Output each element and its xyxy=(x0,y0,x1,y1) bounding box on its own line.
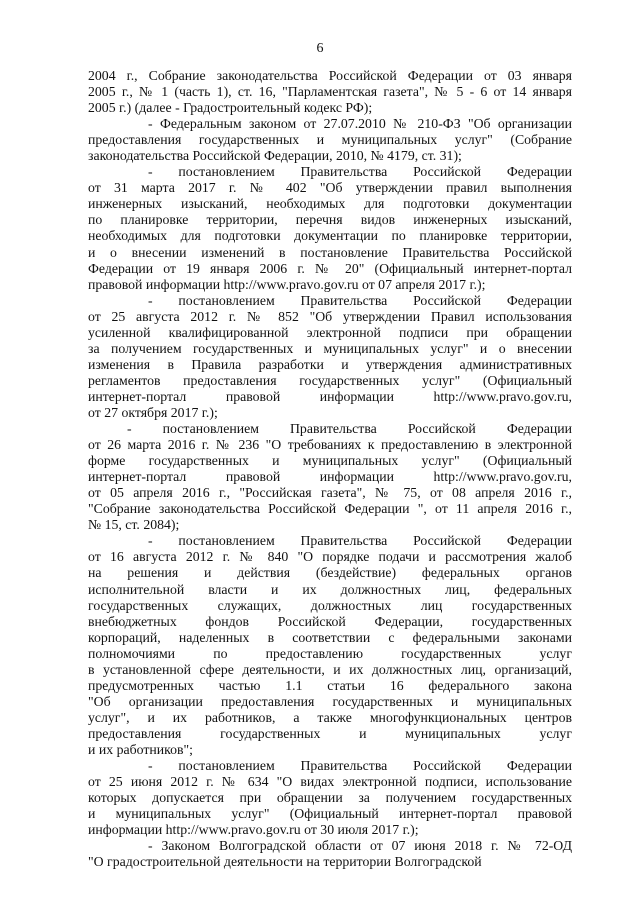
text-line: "Об организации предоставления государственных и муниципальных xyxy=(88,693,572,709)
text-line: в установленной сфере деятельности, и их должностных лиц, организаций, xyxy=(88,661,572,677)
text-line: № 15, ст. 2084); xyxy=(88,517,180,533)
text-line: Федерации от 19 января 2006 г. № 20" (Официальный интернет-портал xyxy=(88,260,572,276)
text-line: форме государственных и муниципальных услуг" (Официальный xyxy=(88,453,572,469)
text-line: исполнительной власти и их должностных лиц, федеральных xyxy=(88,581,572,597)
paragraph xyxy=(88,164,572,292)
paragraph xyxy=(88,533,572,758)
text-line: "О градостроительной деятельности на территории Волгоградской xyxy=(88,854,482,870)
text-line: за получением государственных и муниципальных услуг" и о внесении xyxy=(88,340,572,356)
text-line: услуг", и их работников, а также многофункциональных центров xyxy=(88,709,572,725)
text-line: от 27 октября 2017 г.); xyxy=(88,404,218,420)
document-body xyxy=(88,68,572,870)
text-line: - Законом Волгоградской области от 07 июня 2018 г. № 72-ОД xyxy=(148,838,572,854)
text-line: инженерных изысканий, необходимых для подготовки документации xyxy=(88,196,572,212)
text-line: которых допускается при обращении за получением государственных xyxy=(88,790,572,806)
text-line: внебюджетных фондов Российской Федерации, государственных xyxy=(88,613,572,629)
paragraph xyxy=(88,68,572,116)
text-line: "Собрание законодательства Российской Федерации ", от 11 апреля 2016 г., xyxy=(88,501,572,517)
paragraph xyxy=(88,116,572,164)
text-line: предоставления государственных и муниципальных услуг xyxy=(88,725,572,741)
text-line: и о внесении изменений в постановление Правительства Российской xyxy=(88,244,572,260)
text-line: от 25 июня 2012 г. № 634 "О видах электронной подписи, использование xyxy=(88,774,572,790)
text-line: 2005 г.) (далее - Градостроительный кодекс РФ); xyxy=(88,100,373,116)
paragraph xyxy=(88,838,572,870)
text-line: по планировке территории, перечня видов инженерных изысканий, xyxy=(88,212,572,228)
text-line: - Федеральным законом от 27.07.2010 № 210-ФЗ "Об организации xyxy=(148,116,572,132)
paragraph xyxy=(88,293,572,421)
text-line: от 26 марта 2016 г. № 236 "О требованиях к предоставлению в электронной xyxy=(88,437,572,453)
text-line: корпораций, наделенных в соответствии с федеральными законами xyxy=(88,629,572,645)
text-line: усиленной квалифицированной электронной подписи при обращении xyxy=(88,324,572,340)
text-line: от 25 августа 2012 г. № 852 "Об утверждении Правил использования xyxy=(88,308,572,324)
text-line: от 05 апреля 2016 г., "Российская газета", № 75, от 08 апреля 2016 г., xyxy=(88,485,572,501)
text-line: от 16 августа 2012 г. № 840 "О порядке подачи и рассмотрения жалоб xyxy=(88,549,572,565)
paragraph xyxy=(88,421,572,533)
text-line: - постановлением Правительства Российской Федерации xyxy=(148,758,572,774)
paragraph xyxy=(88,758,572,838)
text-line: от 31 марта 2017 г. № 402 "Об утверждении правил выполнения xyxy=(88,180,572,196)
text-line: необходимых для подготовки документации по планировке территории, xyxy=(88,228,572,244)
text-line: 2004 г., Собрание законодательства Российской Федерации от 03 января xyxy=(88,68,572,83)
text-line: и их работников"; xyxy=(88,741,193,757)
text-line: государственных служащих, должностных лиц государственных xyxy=(88,597,572,613)
text-line: - постановлением Правительства Российской Федерации xyxy=(148,292,572,308)
text-line: предусмотренных частью 1.1 статьи 16 федерального закона xyxy=(88,677,572,693)
text-line: регламентов предоставления государственных услуг" (Официальный xyxy=(88,372,572,388)
text-line: полномочиями по предоставлению государственных услуг xyxy=(88,645,572,661)
text-line: правовой информации http://www.pravo.gov.ru от 07 апреля 2017 г.); xyxy=(88,276,486,292)
text-line: изменения в Правила разработки и утверждения административных xyxy=(88,356,572,372)
text-line: информации http://www.pravo.gov.ru от 30 июля 2017 г.); xyxy=(88,822,419,838)
text-line: предоставления государственных и муниципальных услуг" (Собрание xyxy=(88,132,572,148)
text-line: - постановлением Правительства Российской Федерации xyxy=(127,421,572,437)
text-line: - постановлением Правительства Российской Федерации xyxy=(148,533,572,549)
text-line: интернет-портал правовой информации http://www.pravo.gov.ru, xyxy=(88,388,572,404)
page-number: 6 xyxy=(316,41,324,56)
text-line: интернет-портал правовой информации http://www.pravo.gov.ru, xyxy=(88,469,572,485)
text-line: 2005 г., № 1 (часть 1), ст. 16, "Парламентская газета", № 5 - 6 от 14 января xyxy=(88,84,572,100)
text-line: - постановлением Правительства Российской Федерации xyxy=(148,164,572,180)
text-line: на решения и действия (бездействие) федеральных органов xyxy=(88,565,572,581)
text-line: и муниципальных услуг" (Официальный интернет-портал правовой xyxy=(88,806,572,822)
text-line: законодательства Российской Федерации, 2010, № 4179, ст. 31); xyxy=(88,148,462,164)
